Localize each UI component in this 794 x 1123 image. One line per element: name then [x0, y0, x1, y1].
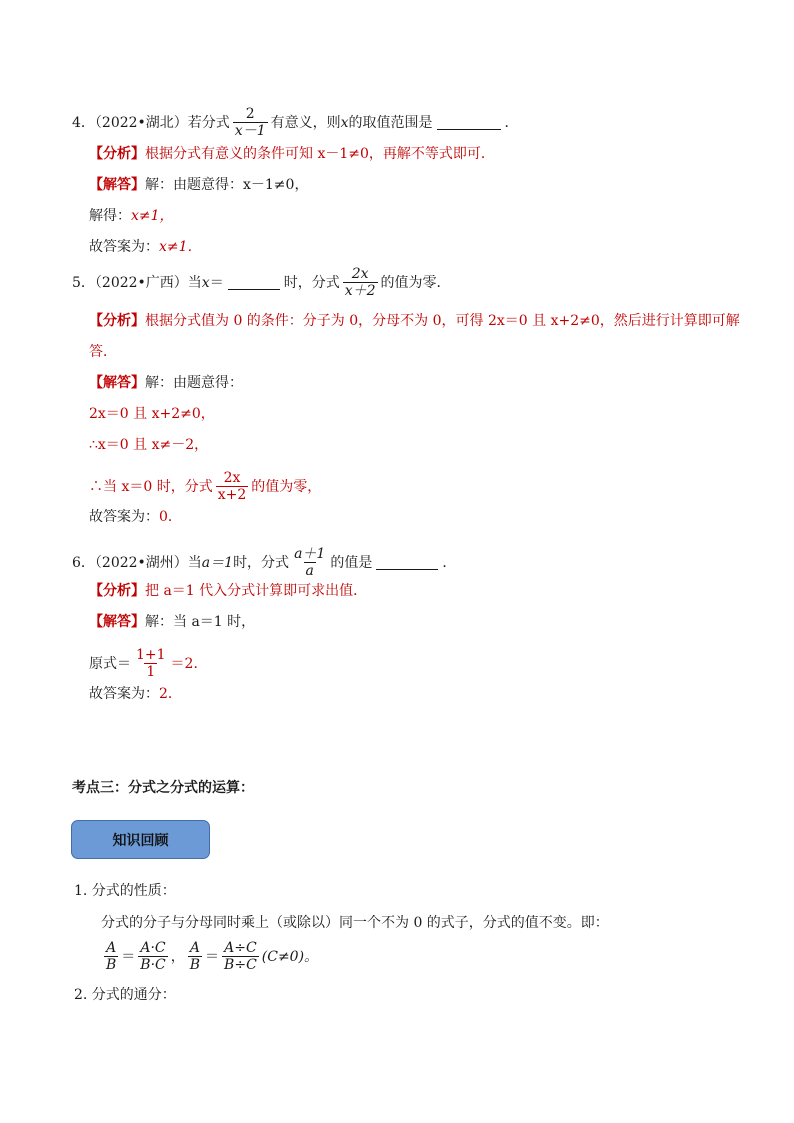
q5-step-3: ∴当 x＝0 时，分式 $\frac{2x}{x+2}$ 的值为零， — [89, 470, 322, 503]
q5-line: 5．（2022•广西）当 x ＝ 时，分式 $\frac{2x}{x+2}$ 的值为零． — [72, 266, 451, 299]
q4-final: 故答案为： x≠1． — [89, 239, 202, 255]
formula-multiply: $\frac{A\cdot C}{B\cdot C}$ — [140, 940, 166, 973]
q4-analysis: 【分析】 根据分式有意义的条件可知 x－1≠0，再解不等式即可． — [89, 146, 495, 162]
q6-fraction: $\frac{a+1}{a}$ — [294, 546, 326, 579]
q5-answer: 【解答】 解：由题意得： — [89, 375, 243, 391]
q4-solve: 解得： x≠1， — [89, 208, 174, 224]
q4-answer: 【解答】 解：由题意得：x－1≠0， — [89, 177, 309, 193]
q5-analysis: 【分析】 根据分式值为 0 的条件：分子为 0，分母不为 0，可得 2x＝0 且 x+2≠0，然后进行计算即可解 — [89, 313, 740, 329]
q5-final: 故答案为： 0． — [89, 509, 182, 525]
q5-answer-blank — [228, 275, 280, 290]
q5-step-1: 2x＝0 且 x+2≠0， — [89, 406, 215, 422]
q6-final: 故答案为： 2． — [89, 686, 182, 702]
formula-a-over-b-1: $\frac{A}{B}$ — [106, 940, 117, 973]
q4-fraction: $\frac{2}{x-1}$ — [234, 106, 266, 139]
q6-calc-fraction: $\frac{1+1}{1}$ — [136, 647, 166, 680]
section-heading: 考点三：分式之分式的运算： — [72, 780, 254, 796]
item1-title: 1. 分式的性质： — [74, 883, 176, 899]
knowledge-review-button[interactable]: 知识回顾 — [71, 820, 210, 859]
formula-divide: $\frac{A\div C}{B\div C}$ — [224, 940, 257, 973]
q5-analysis-cont: 答． — [89, 344, 117, 360]
q5-fraction: $\frac{2x}{x+2}$ — [344, 266, 376, 299]
q5-step-2: ∴x＝0 且 x≠－2， — [89, 437, 209, 453]
item2-title: 2. 分式的通分： — [74, 987, 176, 1003]
item1-formula: $\frac{A}{B}$ ＝ $\frac{A\cdot C}{B\cdot C}$ ， $\frac{A}{B}$ ＝ $\frac{A\div C}{B\div C}$ (C≠0)。 — [106, 940, 319, 973]
item1-text: 分式的分子与分母同时乘上（或除以）同一个不为 0 的式子，分式的值不变。即： — [101, 915, 609, 931]
q4-head: 4．（2022•湖北）若分式 — [72, 114, 230, 131]
q6-analysis: 【分析】 把 a＝1 代入分式计算即可求出值． — [89, 583, 368, 599]
q6-answer-blank — [376, 555, 438, 570]
q6-line: 6．（2022•湖州）当 a＝1 时，分式 $\frac{a+1}{a}$ 的值是 ． — [72, 546, 457, 579]
q6-calc: 原式＝ $\frac{1+1}{1}$ ＝2． — [89, 647, 208, 680]
formula-a-over-b-2: $\frac{A}{B}$ — [189, 940, 201, 973]
q4-answer-blank — [437, 115, 501, 130]
q6-answer: 【解答】 解：当 a＝1 时， — [89, 614, 256, 630]
q4-line: 4．（2022•湖北）若分式 $\frac{2}{x-1}$ 有意义，则 x 的取值范围是 ． — [72, 106, 519, 139]
q5-step-fraction: $\frac{2x}{x+2}$ — [217, 470, 247, 503]
